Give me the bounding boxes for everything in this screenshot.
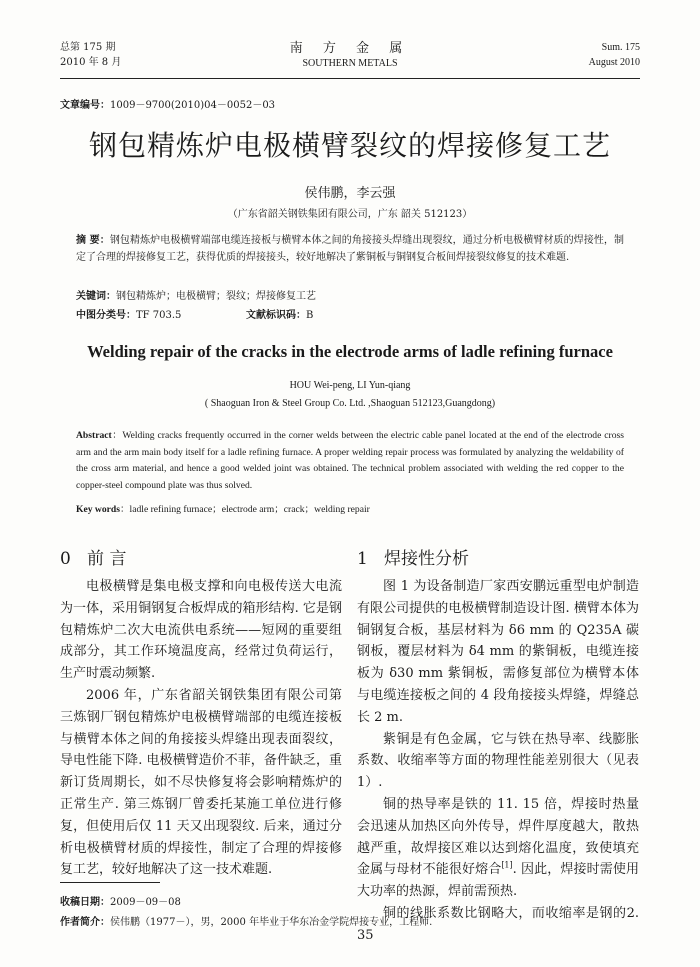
journal-name-cn: 南 方 金 属 [289, 41, 411, 56]
received-label: 收稿日期： [60, 897, 110, 908]
date-en: August 2010 [588, 57, 640, 68]
section-0-heading [60, 544, 126, 569]
abstract-en-label: Abstract [76, 430, 112, 441]
right-column [357, 576, 639, 947]
issue-cn: 总第 175 期 [60, 42, 116, 53]
document-code-value: B [306, 310, 314, 321]
footnote-author [60, 913, 432, 928]
abstract-cn [76, 232, 624, 266]
abstract-cn-label: 摘 要： [76, 235, 110, 246]
footnote-received [60, 893, 181, 908]
abstract-en-text: ：Welding cracks frequently occurred in the corner welds between the electric cable panel located at the end of the electrode cross arm and the arm main body itself for a ladle refining furnace. A proper welding repair process was formulated by analyzing the weldability of the cross arm material, and hence a good welded joint was obtained. The technical problem associated with welding the red copper to the copper-steel compound plate was thus solved. [76, 430, 624, 491]
document-code [246, 306, 313, 321]
section-1-paragraph-2: 紫铜是有色金属，它与铁在热导率、线膨胀系数、收缩率等方面的物理性能差别很大（见表 1）. [357, 731, 639, 791]
keywords-en-label: Key words [76, 504, 120, 515]
journal-name-en: SOUTHERN METALS [302, 58, 398, 69]
running-header [60, 40, 640, 76]
authors-cn: 侯伟鹏，李云强 [304, 186, 396, 201]
classification-label: 中图分类号： [76, 310, 136, 321]
section-0-paragraph: 2006 年，广东省韶关钢铁集团有限公司第三炼钢厂钢包精炼炉电极横臂端部的电缆连接板与横臂本体之间的角接接头焊缝出现表面裂纹，导电性能下降. 电极横臂造价不菲，备件缺乏，重新订货周期长，如不尽快修复将会影响精炼炉的正常生产. 第三炼钢厂曾委托某施工单位进行修复，但使用后仅 11 天又出现裂纹. 后来，通过分析电极横臂材质的焊接性，制定了合理的焊接修复工艺，较好地解决了这一技术难题. [60, 687, 342, 878]
header-right [589, 40, 640, 70]
article-number-label: 文章编号： [60, 100, 110, 111]
keywords-cn [76, 287, 316, 302]
author-bio-label: 作者简介： [60, 917, 110, 928]
citation-ref: [1] [501, 861, 513, 871]
section-1-paragraph-1: 图 1 为设备制造厂家西安鹏远重型电炉制造有限公司提供的电极横臂制造设计图. 横臂本体为铜钢复合板，基层材料为 δ6 mm 的 Q235A 碳钢板，覆层材料为 δ4 mm 的紫铜板，电缆连接板为 δ30 mm 紫铜板，需修复部位为横臂本体与电缆连接板之间的 4 段角接接头焊缝，焊缝总长 2 m. [357, 579, 639, 725]
classification-value: TF 703.5 [136, 310, 182, 321]
abstract-cn-text: 钢包精炼炉电极横臂端部电缆连接板与横臂本体之间的角接接头焊缝出现裂纹，通过分析电极横臂材质的焊接性，制定了合理的焊接修复工艺，获得优质的焊接接头，较好地解决了紫铜板与铜钢复合板间焊接裂纹修复的技术难题. [76, 235, 625, 263]
issue-en: Sum. 175 [601, 42, 640, 53]
section-1-title: 焊接性分析 [384, 549, 470, 569]
title-en: Welding repair of the cracks in the electrode arms of ladle refining furnace [87, 342, 613, 361]
document-code-label: 文献标识码： [246, 310, 306, 321]
section-0-number: 0 [60, 549, 71, 569]
authors-en: HOU Wei-peng, LI Yun-qiang [289, 380, 411, 391]
article-number-value: 1009－9700(2010)04－0052－03 [110, 100, 276, 111]
title-cn: 钢包精炼炉电极横臂裂纹的焊接修复工艺 [88, 129, 611, 162]
section-1-number: 1 [357, 549, 368, 569]
header-center [60, 40, 640, 71]
classification-number [76, 306, 181, 321]
keywords-en-text: ：ladle refining furnace；electrode arm；crack；welding repair [119, 504, 370, 515]
article-number [60, 96, 275, 111]
section-1-paragraph-3 [357, 794, 639, 903]
keywords-en [76, 501, 370, 515]
section-1-heading [357, 544, 469, 569]
date-cn: 2010 年 8 月 [60, 57, 122, 68]
affiliation-cn: （广东省韶关钢铁集团有限公司，广东 韶关 512123） [227, 209, 473, 220]
section-1-paragraph-4: 铜的线胀系数比钢略大，而收缩率是钢的2. 35 [357, 905, 639, 943]
received-date: 2009－09－08 [110, 897, 181, 908]
affiliation-en: ( Shaoguan Iron & Steel Group Co. Ltd. ,Shaoguan 512123,Guangdong) [204, 398, 496, 409]
paragraph-3-text-a: 铜的热导率是铁的 11. 15 倍，焊接时热量会迅速从加热区向外传导，焊件厚度越大，散热越严重，故焊接区难以达到熔化温度，致使填充金属与母材不能很好熔合 [357, 796, 639, 878]
section-0-paragraph: 电极横臂是集电极支撑和向电极传送大电流为一体，采用铜钢复合板焊成的箱形结构. 它是钢包精炼炉二次大电流供电系统——短网的重要组成部分，其工作环境温度高，经常过负荷运行，生产时震动频繁. [60, 579, 342, 682]
footnote-rule [60, 882, 160, 883]
left-column [60, 576, 342, 881]
section-0-title: 前 言 [87, 549, 127, 569]
header-rule [60, 78, 640, 79]
abstract-en [76, 428, 624, 494]
keywords-cn-label: 关键词： [76, 291, 116, 302]
paragraph-3-text-b: . 因此，焊接时需使用大功率的热源，焊前需预热. [357, 862, 639, 900]
keywords-cn-text: 钢包精炼炉；电极横臂；裂纹；焊接修复工艺 [116, 291, 316, 302]
author-bio: 侯伟鹏（1977－），男，2000 年毕业于华东冶金学院焊接专业，工程师. [110, 917, 433, 928]
